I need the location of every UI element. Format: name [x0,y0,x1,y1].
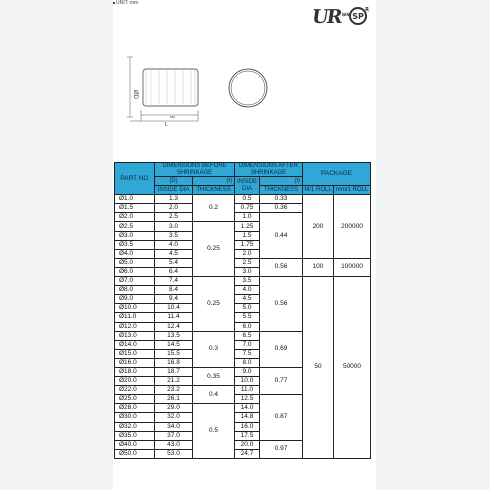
inside-dia-after-cell: 4.0 [235,286,260,295]
part-no-cell: Ø18.0 [115,367,155,376]
part-no-cell: Ø16.0 [115,358,155,367]
part-no-cell: Ø22.0 [115,386,155,395]
package-mm-per-roll-cell: 100000 [334,258,371,276]
inside-dia-after-cell: 20.0 [235,440,260,449]
inside-dia-after-cell: 10.0 [235,377,260,386]
inside-dia-before-cell: 2.0 [155,204,193,213]
part-no-cell: Ø10.0 [115,304,155,313]
part-no-cell: Ø4.0 [115,249,155,258]
table-body [115,195,371,459]
inside-dia-after-cell: 7.5 [235,349,260,358]
thickness-after-cell: 0.69 [260,331,303,367]
part-no-cell: Ø8.0 [115,286,155,295]
csa-mark-icon [349,7,367,25]
thickness-before-cell: 0.3 [193,331,235,367]
package-m-per-roll-cell: 200 [303,195,334,259]
part-no-cell: Ø13.0 [115,331,155,340]
bullet-icon [113,2,115,4]
ur-mark-text: UR [310,6,342,28]
inside-dia-before-cell: 7.4 [155,277,193,286]
diameter-label: ØD [132,90,138,99]
spec-sheet [113,0,376,490]
inside-dia-before-cell: 8.4 [155,286,193,295]
package-mm-per-roll-cell: 200000 [334,195,371,259]
length-sublabel: MM [170,115,175,119]
thickness-after-cell: 0.77 [260,367,303,394]
inside-dia-before-cell: 12.4 [155,322,193,331]
part-no-cell: Ø28.0 [115,404,155,413]
part-no-cell: Ø32.0 [115,422,155,431]
thickness-before-cell: 0.5 [193,404,235,459]
inside-dia-after-cell: 4.5 [235,295,260,304]
inside-dia-after-cell: 3.0 [235,267,260,276]
inside-dia-before-cell: 32.0 [155,413,193,422]
inside-dia-before-cell: 5.4 [155,258,193,267]
package-m-per-roll-cell: 50 [303,277,334,459]
thickness-after-cell: 0.44 [260,213,303,258]
part-no-cell: Ø2.0 [115,213,155,222]
inside-dia-before-cell: 15.5 [155,349,193,358]
inside-dia-before-cell: 3.0 [155,222,193,231]
inside-dia-before-cell: 16.8 [155,358,193,367]
header-before-shrinkage: DIMENSIONS BEFORE SHRINKAGE [155,163,235,177]
sleeve-drawing [113,52,376,132]
package-mm-per-roll-cell: 50000 [334,277,371,459]
inside-dia-after-cell: 12.5 [235,395,260,404]
inside-dia-after-cell: 1.25 [235,222,260,231]
inside-dia-after-cell: 0.75 [235,204,260,213]
inside-dia-after-cell: 5.0 [235,304,260,313]
part-no-cell: Ø1.0 [115,195,155,204]
ur-mark-icon [310,6,350,28]
thickness-before-cell: 0.35 [193,367,235,385]
inside-dia-after-cell: 1.5 [235,231,260,240]
header-thickness-before: THICKNESS [193,186,235,195]
part-no-cell: Ø6.0 [115,267,155,276]
header-after-shrinkage: DIMENSIONS AFTER SHRINKAGE [235,163,303,177]
part-no-cell: Ø9.0 [115,295,155,304]
inside-dia-after-cell: 9.0 [235,367,260,376]
inside-dia-after-cell: 2.0 [235,249,260,258]
inside-dia-after-cell: 1.0 [235,213,260,222]
header-t-before: (t) [193,177,235,186]
package-m-per-roll-cell: 100 [303,258,334,276]
length-label: L [165,122,168,128]
inside-dia-after-cell: 11.0 [235,386,260,395]
inside-dia-before-cell: 1.3 [155,195,193,204]
part-no-cell: Ø25.0 [115,395,155,404]
inside-dia-before-cell: 10.4 [155,304,193,313]
inside-dia-after-cell: 17.5 [235,431,260,440]
inside-dia-before-cell: 14.5 [155,340,193,349]
part-no-cell: Ø5.0 [115,258,155,267]
part-no-cell: Ø1.5 [115,204,155,213]
inside-dia-before-cell: 26.1 [155,395,193,404]
inside-dia-before-cell: 29.0 [155,404,193,413]
thickness-after-cell: 0.33 [260,195,303,204]
sleeve-side-view [143,69,198,106]
table-row [115,258,371,267]
thickness-before-cell: 0.2 [193,195,235,222]
header-d: (D) [155,177,193,186]
header-part-no: PART NO [115,163,155,195]
part-no-cell: Ø15.0 [115,349,155,358]
thickness-after-cell: 0.36 [260,204,303,213]
inside-dia-after-cell: 6.5 [235,331,260,340]
thickness-after-cell: 0.87 [260,395,303,440]
part-no-cell: Ø2.5 [115,222,155,231]
part-no-cell: Ø40.0 [115,440,155,449]
inside-dia-before-cell: 6.4 [155,267,193,276]
inside-dia-after-cell: 3.5 [235,277,260,286]
inside-dia-after-cell: 1.75 [235,240,260,249]
unit-note [113,0,138,6]
inside-dia-after-cell: 14.8 [235,413,260,422]
part-no-cell: Ø14.0 [115,340,155,349]
table-row [115,277,371,286]
inside-dia-before-cell: 53.0 [155,449,193,458]
thickness-after-cell: 0.97 [260,440,303,458]
inside-dia-before-cell: 34.0 [155,422,193,431]
inside-dia-before-cell: 4.0 [155,240,193,249]
part-no-cell: Ø35.0 [115,431,155,440]
csa-mark-text: SP [352,11,364,21]
inside-dia-after-cell: 0.5 [235,195,260,204]
inside-dia-before-cell: 18.7 [155,367,193,376]
inside-dia-before-cell: 37.0 [155,431,193,440]
inside-dia-after-cell: 7.0 [235,340,260,349]
inside-dia-after-cell: 16.0 [235,422,260,431]
sleeve-end-view [229,69,267,107]
thickness-before-cell: 0.4 [193,386,235,404]
thickness-before-cell: 0.25 [193,222,235,277]
inside-dia-before-cell: 21.2 [155,377,193,386]
part-no-cell: Ø12.0 [115,322,155,331]
part-no-cell: Ø11.0 [115,313,155,322]
part-no-cell: Ø30.0 [115,413,155,422]
inside-dia-after-cell: 14.0 [235,404,260,413]
inside-dia-after-cell: 2.5 [235,258,260,267]
ur-mark-suffix: us [341,10,350,18]
inside-dia-before-cell: 4.5 [155,249,193,258]
inside-dia-before-cell: 13.5 [155,331,193,340]
inside-dia-before-cell: 23.2 [155,386,193,395]
header-m-roll: M/1 ROLL [304,186,332,193]
thickness-after-cell: 0.56 [260,258,303,276]
inside-dia-after-cell: 8.0 [235,358,260,367]
header-thickness-after: THICKNESS [260,186,303,195]
header-inside-dia-after: INSIDE DIA [235,177,260,195]
header-mm-roll: mm/1 ROLL [334,186,371,195]
header-t-after: (t) [260,177,303,186]
header-package: PACKAGE [303,163,371,186]
thickness-before-cell: 0.25 [193,277,235,332]
inside-dia-before-cell: 43.0 [155,440,193,449]
inside-dia-after-cell: 6.0 [235,322,260,331]
part-no-cell: Ø20.0 [115,377,155,386]
part-no-cell: Ø3.0 [115,231,155,240]
header-inside-dia-before: INSIDE DIA [155,186,193,195]
inside-dia-before-cell: 9.4 [155,295,193,304]
inside-dia-after-cell: 5.5 [235,313,260,322]
shrink-tube-spec-table [114,162,371,459]
inside-dia-after-cell: 24.7 [235,449,260,458]
part-no-cell: Ø7.0 [115,277,155,286]
part-no-cell: Ø3.5 [115,240,155,249]
csa-mark-suffix: R [365,7,369,13]
inside-dia-before-cell: 2.5 [155,213,193,222]
part-no-cell: Ø50.0 [115,449,155,458]
inside-dia-before-cell: 11.4 [155,313,193,322]
unit-note-text: UNIT: mm [116,0,139,6]
thickness-after-cell: 0.56 [260,277,303,332]
inside-dia-before-cell: 3.5 [155,231,193,240]
table-row [115,195,371,204]
